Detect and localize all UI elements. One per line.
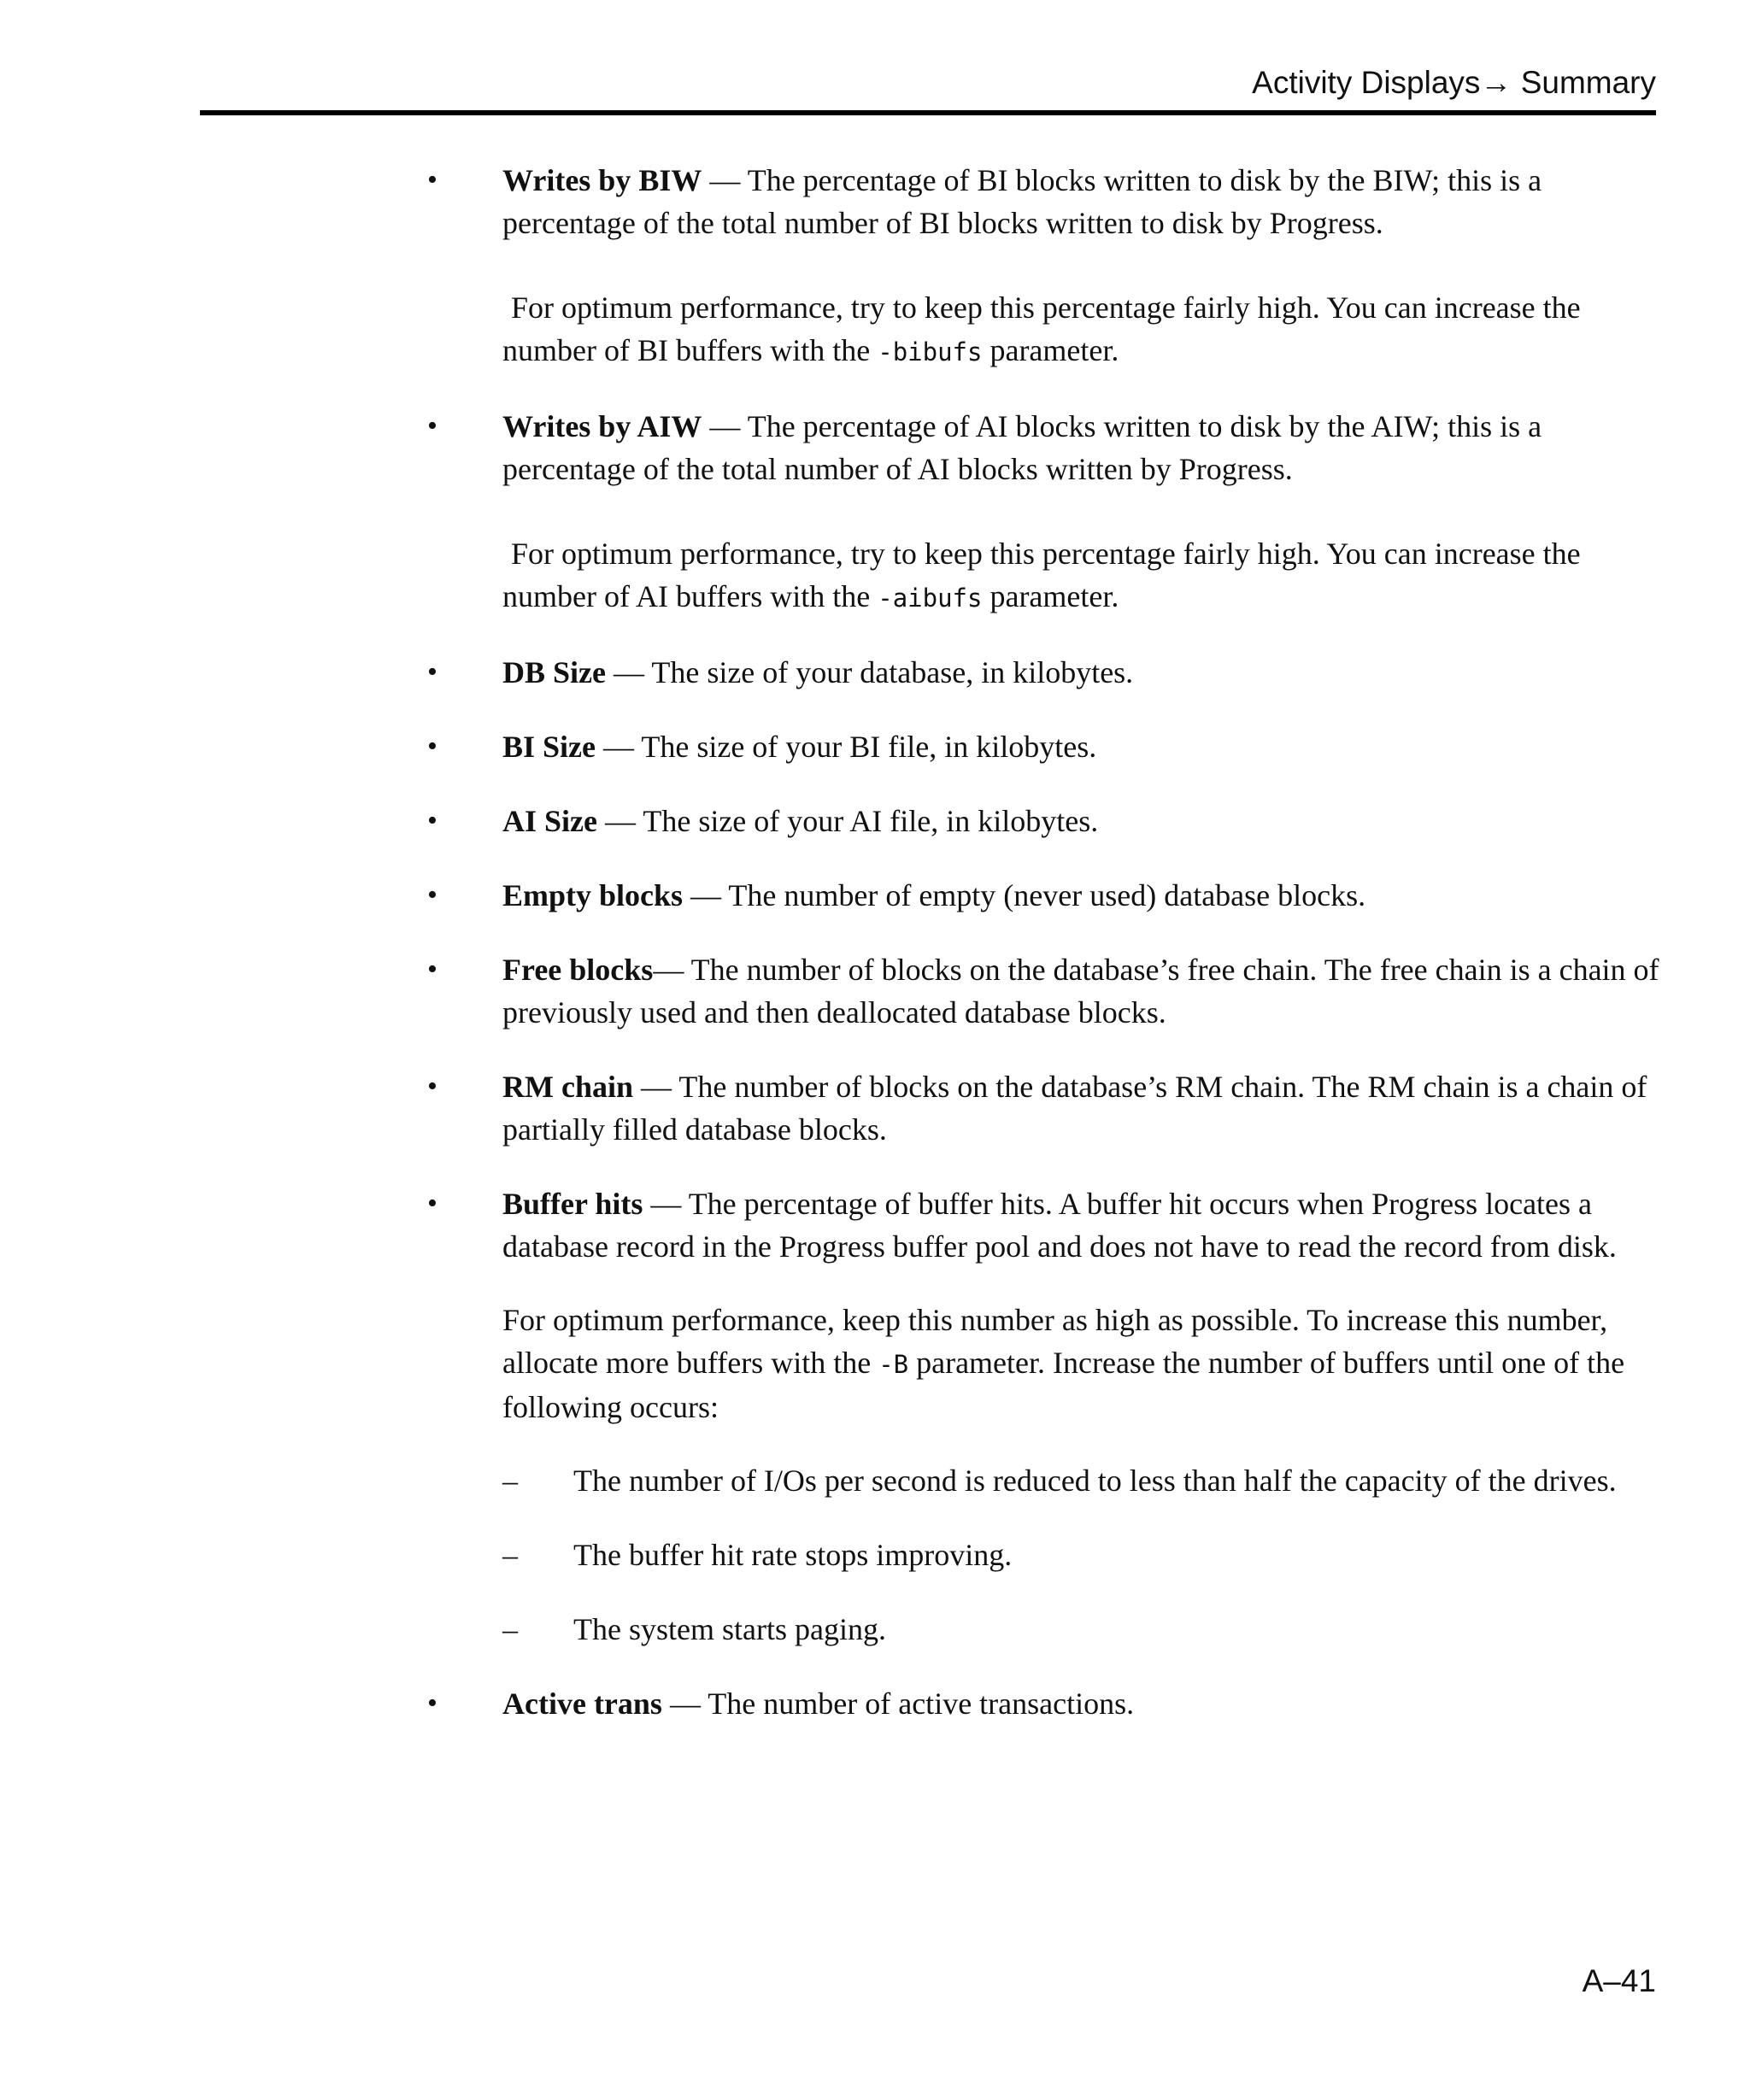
bullet: • [427, 1071, 438, 1102]
note [502, 532, 1662, 619]
parameter-code: -aibufs [878, 584, 983, 613]
term: Writes by BIW [502, 163, 702, 197]
term: RM chain [502, 1070, 633, 1104]
term: AI Size [502, 804, 597, 838]
item-text [502, 1182, 1662, 1268]
description: — The number of blocks on the database’s RM chain. The RM chain is a chain of partially filled database blocks. [502, 1070, 1647, 1147]
list-item-free-blocks [427, 948, 1662, 1034]
list-item-writes-by-aiw [427, 405, 1662, 619]
item-text [502, 159, 1662, 244]
description: — The number of active transactions. [661, 1686, 1135, 1721]
list-item-rm-chain [427, 1065, 1662, 1151]
term: BI Size [502, 730, 596, 764]
dash: – [502, 1464, 518, 1498]
note-text: For optimum performance, try to keep this percentage fairly high. You can increase the number of AI buffers with the [502, 537, 1581, 613]
term: Writes by AIW [502, 409, 702, 443]
note [502, 1299, 1662, 1428]
list-item-writes-by-biw [427, 159, 1662, 373]
term: Free blocks [502, 953, 654, 987]
description: — The number of blocks on the database’s free chain. The free chain is a chain of previously used and then deallocated database blocks. [502, 953, 1659, 1029]
item-text [502, 725, 1662, 768]
sub-item-text: The number of I/Os per second is reduced to less than half the capacity of the drives. [573, 1464, 1617, 1498]
note [502, 286, 1662, 373]
running-header [1252, 67, 1656, 98]
item-text [502, 405, 1662, 490]
note-text: For optimum performance, try to keep this percentage fairly high. You can increase the number of BI buffers with the [502, 290, 1581, 367]
term: Buffer hits [502, 1187, 643, 1221]
list-item-empty-blocks [427, 874, 1662, 917]
header-subsection: Summary [1512, 65, 1656, 100]
bullet: • [427, 410, 438, 442]
term: Empty blocks [502, 878, 684, 912]
sub-item-text: The system starts paging. [573, 1612, 886, 1646]
bullet: • [427, 730, 438, 762]
item-text [502, 874, 1662, 917]
bullet: • [427, 879, 438, 911]
parameter-code: -B [878, 1350, 909, 1379]
sub-list-item [502, 1534, 1662, 1576]
bullet: • [427, 1188, 438, 1219]
description: — The number of empty (never used) database blocks. [683, 878, 1366, 912]
description: — The percentage of AI blocks written to disk by the AIW; this is a percentage of the total number of AI blocks written by Progress. [502, 409, 1542, 486]
list-item-ai-size [427, 800, 1662, 842]
bullet: • [427, 953, 438, 985]
bullet: • [427, 1687, 438, 1719]
description: — The percentage of buffer hits. A buffer hit occurs when Progress locates a database record in the Progress buffer pool and does not have to read the record from disk. [502, 1187, 1617, 1264]
list-item-buffer-hits [427, 1182, 1662, 1651]
item-text [502, 800, 1662, 842]
header-arrow: → [1480, 65, 1512, 100]
note-text: parameter. Increase the number of buffers until one of the following occurs: [502, 1346, 1625, 1424]
note-text: parameter. [982, 579, 1119, 613]
item-text [502, 948, 1662, 1034]
page-number: A–41 [1582, 1963, 1656, 1998]
bullet: • [427, 805, 438, 836]
header-section: Activity Displays [1252, 65, 1481, 100]
list-item-db-size [427, 651, 1662, 694]
bullet: • [427, 164, 438, 196]
term: DB Size [502, 655, 606, 689]
dash: – [502, 1612, 518, 1646]
item-text [502, 651, 1662, 694]
definition-list [427, 159, 1662, 1757]
description: — The size of your database, in kilobytes. [606, 655, 1134, 689]
item-text [502, 1065, 1662, 1151]
description: — The percentage of BI blocks written to disk by the BIW; this is a percentage of the total number of BI blocks written to disk by Progress. [502, 163, 1542, 240]
sub-item-text: The buffer hit rate stops improving. [573, 1538, 1013, 1572]
sub-list-item [502, 1608, 1662, 1651]
item-text [502, 1682, 1662, 1725]
parameter-code: -bibufs [878, 337, 983, 367]
sub-list [502, 1459, 1662, 1651]
term: Active trans [502, 1686, 662, 1721]
bullet: • [427, 656, 438, 688]
list-item-bi-size [427, 725, 1662, 768]
sub-list-item [502, 1459, 1662, 1502]
note-text: For optimum performance, keep this number as high as possible. To increase this number, allocate more buffers with the [502, 1303, 1608, 1380]
description: — The size of your BI file, in kilobytes. [596, 730, 1097, 764]
dash: – [502, 1538, 518, 1572]
header-rule [200, 110, 1656, 115]
description: — The size of your AI file, in kilobytes. [597, 804, 1099, 838]
list-item-active-trans [427, 1682, 1662, 1725]
note-text: parameter. [982, 333, 1119, 367]
